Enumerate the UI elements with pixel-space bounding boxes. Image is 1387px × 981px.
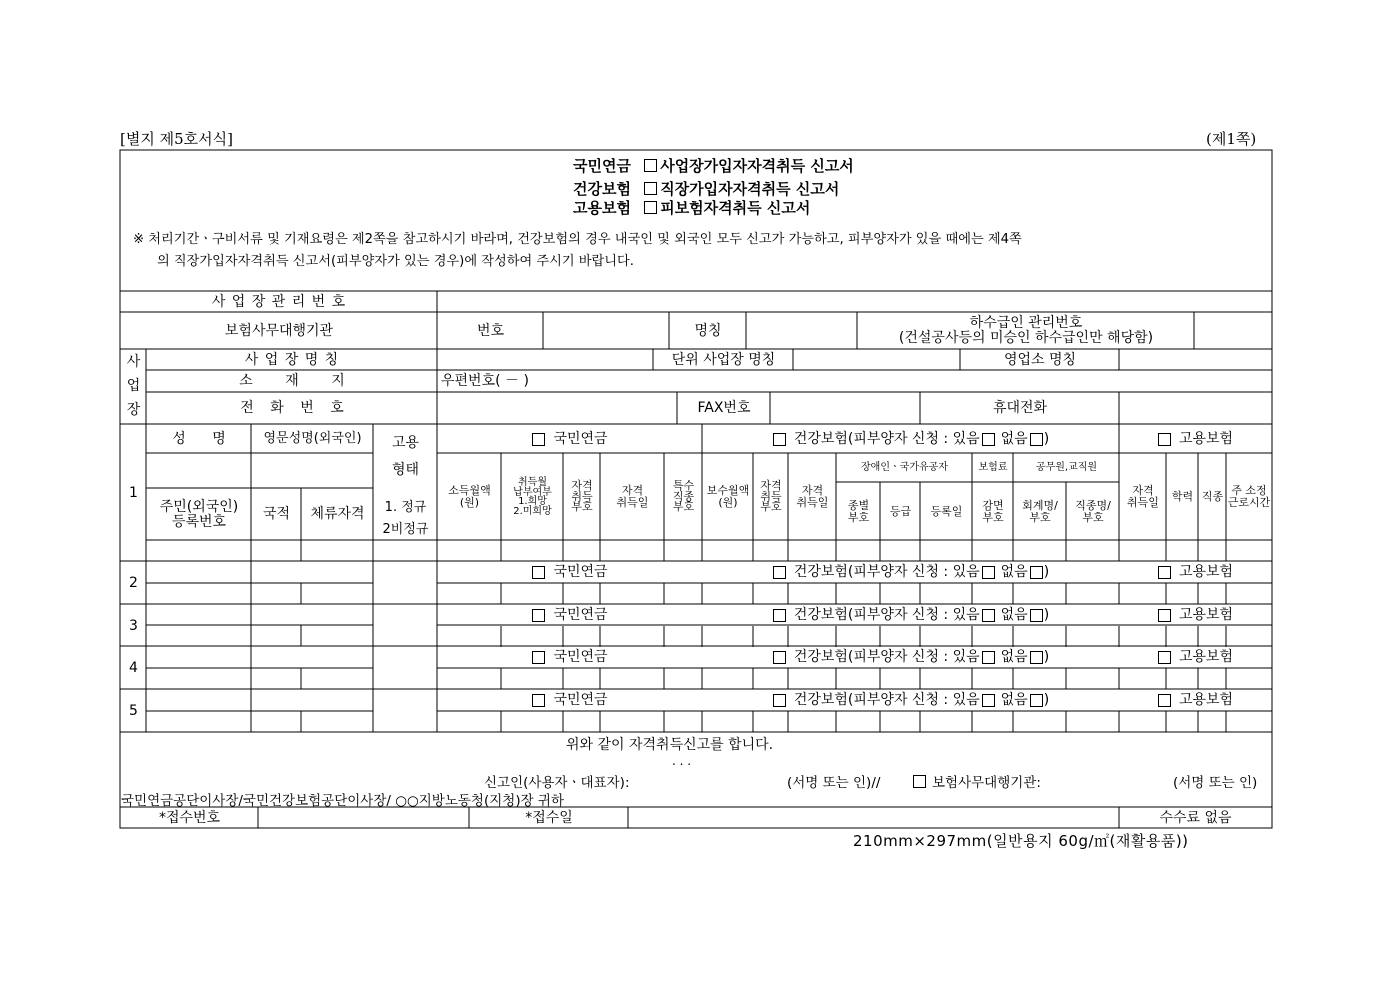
checkbox-health-1[interactable] [773,433,786,446]
checkbox-employment-5[interactable] [1158,694,1171,707]
pension-label-4: 국민연금 [553,649,608,666]
agency-label: 보험사무대행기관 [224,322,334,339]
health-reduce-text-1: 감면 [982,498,1004,512]
employ-option-irregular: 2비정규 [382,522,429,537]
row-number-1: 1 [129,484,138,501]
checkbox-dependent-no-2[interactable] [1030,566,1043,579]
pension-income-text-2: (원) [459,496,480,509]
mobile-label: 휴대전화 [992,400,1048,417]
health-close-1: ) [1043,430,1050,447]
pension-code-text-1: 자격 [571,479,593,493]
employment-section-row-3 [1120,605,1271,626]
employ-options [374,489,437,549]
pension-date-text-2: 취득일 [616,496,649,509]
health-job-text-2: 부호 [1082,510,1104,524]
title-health-form: 직장가입자자격취득 신고서 [660,180,840,198]
checkbox-pension-1[interactable] [532,433,545,446]
health-public-header: 공무원,교직원 [1035,461,1098,473]
workplace-mgmt-no-label: 사 업 장 관 리 번 호 [211,293,347,310]
health-job-header [1067,483,1119,540]
checkbox-pension-2[interactable] [532,566,545,579]
employment-date-header [1120,454,1166,540]
employ-option-regular: 1. 정규 [384,499,427,515]
pension-label-2: 국민연금 [553,564,608,581]
mobile-field[interactable] [1120,393,1271,424]
employment-hours-text-1: 주 소정 [1231,484,1267,498]
row-number-2: 2 [129,574,138,591]
health-insurer-header: 보험료 [978,461,1008,473]
health-reduce-text-2: 부호 [982,510,1004,524]
checkbox-dependent-no-1[interactable] [1030,433,1043,446]
title-employment-form: 피보험자격취득 신고서 [660,199,811,217]
row-number-5: 5 [129,702,138,719]
agency-sign: (서명 또는 인) [1173,775,1258,791]
phone-field[interactable] [438,393,677,424]
employ-type-label [374,425,437,488]
health-code-header [754,454,788,540]
checkbox-health-2[interactable] [773,566,786,579]
employment-job-header: 직종 [1201,490,1224,504]
notice-line-2: 의 직장가입자자격취득 신고서(피부양자가 있는 경우)에 작성하여 주시기 바랍니다. [157,254,634,269]
health-date-header [789,454,836,540]
agency-number-field[interactable] [544,313,669,349]
row-number-3: 3 [129,617,138,634]
health-close-5: ) [1043,692,1050,709]
nationality-label: 국적 [262,506,291,523]
health-label-5: 건강보험(피부양자 신청 : 있음 [793,692,980,709]
checkbox-pension-3[interactable] [532,609,545,622]
address-label: 소 재 지 [239,373,345,390]
pension-section-row-2 [438,562,702,583]
receipt-no-field[interactable] [259,808,469,828]
checkbox-employment-4[interactable] [1158,651,1171,664]
pension-income-text-1: 소득월액 [448,484,491,498]
fee-label: 수수료 없음 [1159,809,1232,826]
pension-code-text-2: 취득 [571,489,593,503]
subcontractor-label [858,313,1194,349]
checkbox-dependent-no-3[interactable] [1030,609,1043,622]
title-pension-form: 사업장가입자자격취득 신고서 [660,157,854,175]
health-none-label-5: 없음 [1000,692,1028,709]
notice-line-1: ※ 처리기간ㆍ구비서류 및 기재요령은 제2쪽을 참고하시기 바라며, 건강보험의 경우 내국인 및 외국인 모두 신고가 가능하고, 피부양자가 있을 때에는 제4쪽 [133,232,1022,247]
health-type-text-2: 부호 [847,510,870,524]
checkbox-dependent-yes-5[interactable] [982,694,995,707]
pension-section-header [438,425,702,453]
health-label-4: 건강보험(피부양자 신청 : 있음 [793,649,980,666]
branch-name-field[interactable] [1120,350,1271,370]
agency-name-label: 명칭 [694,322,722,339]
health-label-3: 건강보험(피부양자 신청 : 있음 [793,607,980,624]
title-pension-label: 국민연금 [573,157,631,175]
employment-date-text-2: 취득일 [1127,496,1159,509]
checkbox-health-4[interactable] [773,651,786,664]
health-close-2: ) [1043,564,1050,581]
workplace-name-field[interactable] [438,350,653,370]
employment-label-4: 고용보험 [1178,649,1234,666]
receipt-date-label: *접수일 [525,809,573,826]
health-label-1: 건강보험(피부양자 신청 : 있음 [793,430,980,447]
pension-section-row-5 [438,690,702,711]
checkbox-health-3[interactable] [773,609,786,622]
employment-section-row-5 [1120,690,1271,711]
health-code-text-3: 부호 [760,500,782,514]
checkbox-employment-3[interactable] [1158,609,1171,622]
workplace-name-label: 사 업 장 명 칭 [244,351,340,368]
pension-label-1: 국민연금 [553,430,608,447]
health-none-label-1: 없음 [1000,430,1028,447]
health-close-3: ) [1043,607,1050,624]
health-code-text-2: 취득 [760,489,782,503]
pension-date-text-1: 자격 [621,484,644,498]
employ-type-line-2: 형태 [391,461,420,478]
pension-section-row-3 [438,605,702,626]
health-disabled-header: 장애인ㆍ국가유공자 [861,461,948,473]
pension-pay-text-3: 1.희망 [518,496,547,507]
addressee: 국민연금공단이사장/국민건강보험공단이사장/ ○○지방노동청(지청)장 귀하 [121,793,565,809]
health-label-2: 건강보험(피부양자 신청 : 있음 [793,564,980,581]
employment-section-row-2 [1120,562,1271,583]
health-pay-header [703,454,753,540]
checkbox-employment-2[interactable] [1158,566,1171,579]
row-number-4: 4 [129,659,138,676]
health-none-label-4: 없음 [1000,649,1028,666]
postcode-field[interactable]: 우편번호( － ) [441,373,529,390]
employment-label-3: 고용보험 [1178,607,1234,624]
workplace-mgmt-no-field[interactable] [438,292,1271,312]
health-account-header [1014,483,1066,540]
health-type-header [837,483,880,540]
employment-label-2: 고용보험 [1178,564,1234,581]
agency-number-label: 번호 [476,322,505,339]
checkbox-dependent-no-5[interactable] [1030,694,1043,707]
checkbox-pension-5[interactable] [532,694,545,707]
pension-pay-text-2: 납부여부 [513,486,552,498]
employment-edu-header: 학력 [1171,490,1194,504]
employment-date-text-1: 자격 [1132,484,1154,498]
subcontractor-no-label: 하수급인 관리번호 [969,315,1083,332]
subcontractor-note: (건설공사등의 미승인 하수급인만 해당함) [898,330,1154,346]
checkbox-dependent-no-4[interactable] [1030,651,1043,664]
pension-pay-header [502,454,563,540]
pension-code-header [564,454,600,540]
health-reduce-header [973,483,1013,540]
health-grade-header: 등급 [889,504,912,518]
pension-section-row-4 [438,647,702,668]
reporter-sign: (서명 또는 인)// [787,775,881,791]
health-regdate-header: 등록일 [930,504,963,518]
checkbox-dependent-yes-4[interactable] [982,651,995,664]
pension-income-header [438,454,501,540]
side-label-1: 사 [126,353,141,370]
health-date-text-2: 취득일 [796,496,829,509]
branch-name-label: 영업소 명칭 [1003,351,1077,368]
rrn-line-1: 주민(외국인) [159,498,239,515]
pension-label-3: 국민연금 [553,607,608,624]
checkbox-employment-1[interactable] [1158,433,1171,446]
pension-special-text-2: 직종 [672,489,695,503]
pension-special-header [665,454,702,540]
employment-label-5: 고용보험 [1178,692,1234,709]
checkbox-health-5[interactable] [773,694,786,707]
title-line-1 [573,155,854,176]
side-label-2: 업 [126,377,141,394]
fax-label: FAX번호 [697,400,751,417]
receipt-date-field[interactable] [629,808,1119,828]
agency-sign-label: 보험사무대행기관: [932,775,1041,791]
health-pay-text-1: 보수월액 [706,484,750,498]
employment-label-1: 고용보험 [1178,430,1234,447]
employment-hours-header [1227,454,1271,540]
agency-sign-group [913,771,1041,791]
declaration-date[interactable]: . . . [672,754,692,768]
checkbox-dependent-yes-2[interactable] [982,566,995,579]
health-close-4: ) [1043,649,1050,666]
eng-name-label: 영문성명(외국인) [263,431,362,447]
health-pay-text-2: (원) [718,496,738,509]
pension-label-5: 국민연금 [553,692,608,709]
checkbox-agency[interactable] [913,775,926,788]
title-line-3 [573,197,810,218]
title-line-2 [573,178,839,199]
health-section-row-5 [703,690,1119,711]
agency-name-field[interactable] [747,313,857,349]
name-label: 성 명 [172,430,226,447]
health-section-header [703,425,1119,453]
page-number: (제1쪽) [1206,130,1257,148]
checkbox-dependent-yes-3[interactable] [982,609,995,622]
health-none-label-3: 없음 [1000,607,1028,624]
form-id: [별지 제5호서식] [120,130,233,148]
visa-label: 체류자격 [310,506,365,523]
rrn-label [147,489,251,540]
employment-hours-text-2: 근로시간 [1227,496,1271,509]
reporter-label: 신고인(사용자ㆍ대표자): [484,775,630,791]
receipt-no-label: *접수번호 [158,809,221,826]
health-code-text-1: 자격 [760,479,782,493]
unit-workplace-field[interactable] [794,350,960,370]
health-section-row-2 [703,562,1119,583]
checkbox-employment-form[interactable] [644,201,657,214]
rrn-line-2: 등록번호 [171,513,227,530]
checkbox-dependent-yes-1[interactable] [982,433,995,446]
health-account-text-2: 부호 [1029,510,1051,524]
side-label-3: 장 [126,401,141,418]
health-section-row-4 [703,647,1119,668]
health-section-row-3 [703,605,1119,626]
health-none-label-2: 없음 [1000,564,1028,581]
pension-special-text-3: 부호 [672,500,695,514]
employ-type-line-1: 고용 [391,434,420,451]
fax-field[interactable] [771,393,920,424]
employment-section-row-4 [1120,647,1271,668]
checkbox-pension-4[interactable] [532,651,545,664]
pension-special-text-1: 특수 [672,479,695,493]
phone-label: 전 화 번 호 [240,400,344,417]
health-type-text-1: 종별 [847,498,870,512]
health-account-text-1: 회계명/ [1022,498,1058,512]
subcontractor-field[interactable] [1195,313,1271,349]
paper-spec: 210mm×297mm(일반용지 60g/㎡(재활용품)) [853,832,1189,850]
health-job-text-1: 직종명/ [1075,498,1111,512]
checkbox-pension-form[interactable] [644,159,657,172]
title-health-label: 건강보험 [573,180,631,198]
pension-pay-text-1: 취득월 [518,477,547,488]
declaration-text: 위와 같이 자격취득신고를 합니다. [566,737,774,753]
unit-workplace-label: 단위 사업장 명칭 [671,351,776,368]
checkbox-health-form[interactable] [644,182,657,195]
pension-code-text-3: 부호 [571,500,593,514]
health-date-text-1: 자격 [801,484,824,498]
pension-date-header [601,454,664,540]
title-employment-label: 고용보험 [573,199,631,217]
employment-section-header [1120,425,1271,453]
pension-pay-text-4: 2.미희망 [513,505,552,517]
